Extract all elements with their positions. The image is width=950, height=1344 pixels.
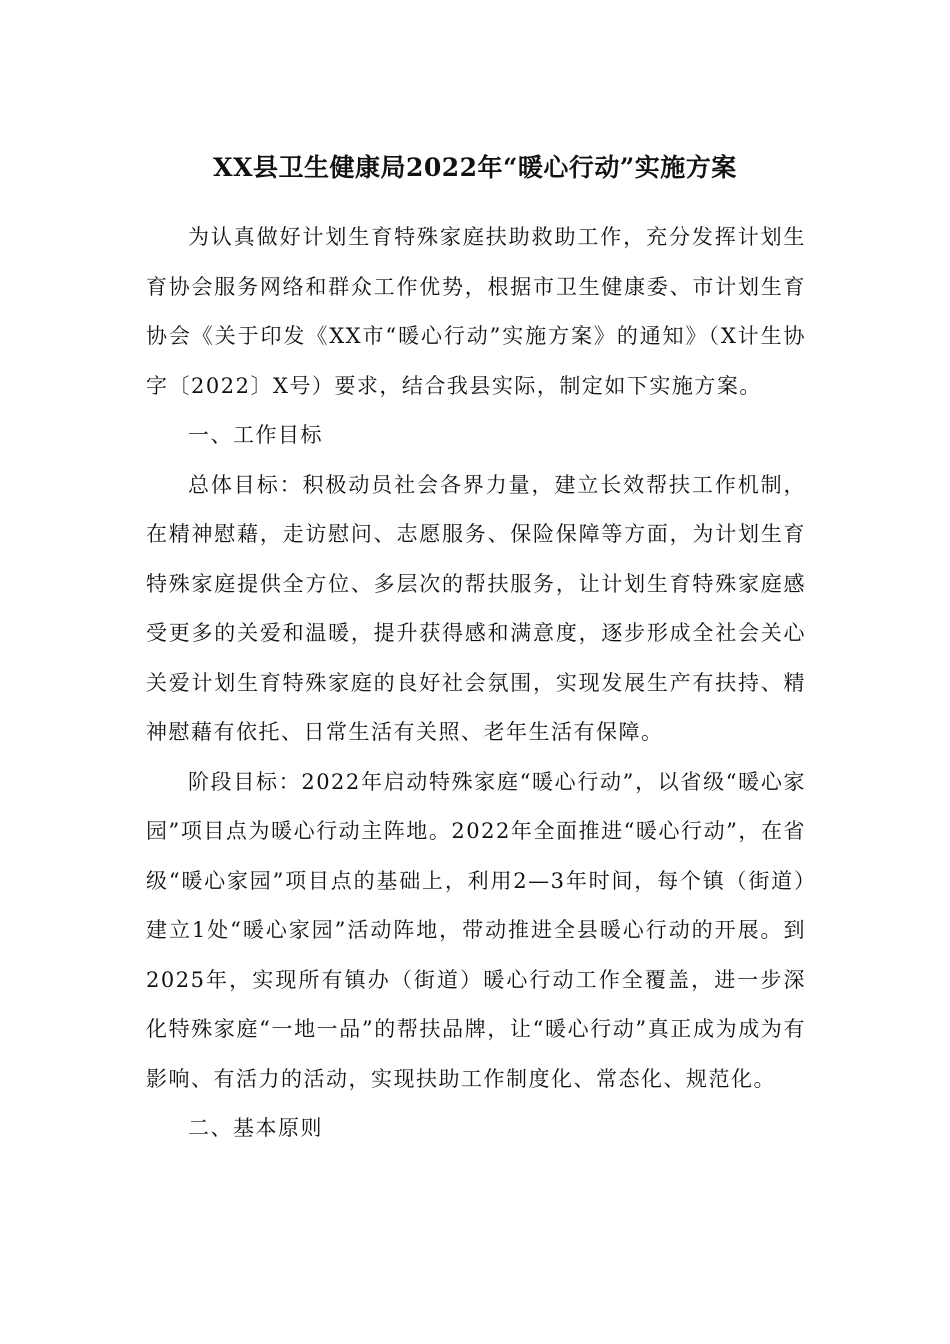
document-title: XX县卫生健康局2022年“暖心行动”实施方案 bbox=[213, 153, 737, 182]
section-heading-principles: 二、基本原则 bbox=[188, 1116, 323, 1140]
overall-goal-paragraph: 总体目标：积极动员社会各界力量，建立长效帮扶工作机制，在精神慰藉，走访慰问、志愿服务、保险保障等方面，为计划生育特殊家庭提供全方位、多层次的帮扶服务，让计划生育特殊家庭感受更多的关爱和温暖，提升获得感和满意度，逐步形成全社会关心关爱计划生育特殊家庭的良好社会氛围，实现发展生产有扶持、精神慰藉有依托、日常生活有关照、老年生活有保障。 bbox=[146, 472, 806, 744]
section-heading-goals: 一、工作目标 bbox=[188, 423, 323, 447]
document-body bbox=[146, 213, 806, 1154]
stage-goal-paragraph: 阶段目标：2022年启动特殊家庭“暖心行动”，以省级“暖心家园”项目点为暖心行动主阵地。2022年全面推进“暖心行动”，在省级“暖心家园”项目点的基础上，利用2—3年时间，每个镇（街道）建立1处“暖心家园”活动阵地，带动推进全县暖心行动的开展。到2025年，实现所有镇办（街道）暖心行动工作全覆盖，进一步深化特殊家庭“一地一品”的帮扶品牌，让“暖心行动”真正成为成为有影响、有活力的活动，实现扶助工作制度化、常态化、规范化。 bbox=[146, 769, 806, 1091]
intro-paragraph: 为认真做好计划生育特殊家庭扶助救助工作，充分发挥计划生育协会服务网络和群众工作优势，根据市卫生健康委、市计划生育协会《关于印发《XX市“暖心行动”实施方案》的通知》（X计生协字〔2022〕X号）要求，结合我县实际，制定如下实施方案。 bbox=[146, 225, 806, 398]
